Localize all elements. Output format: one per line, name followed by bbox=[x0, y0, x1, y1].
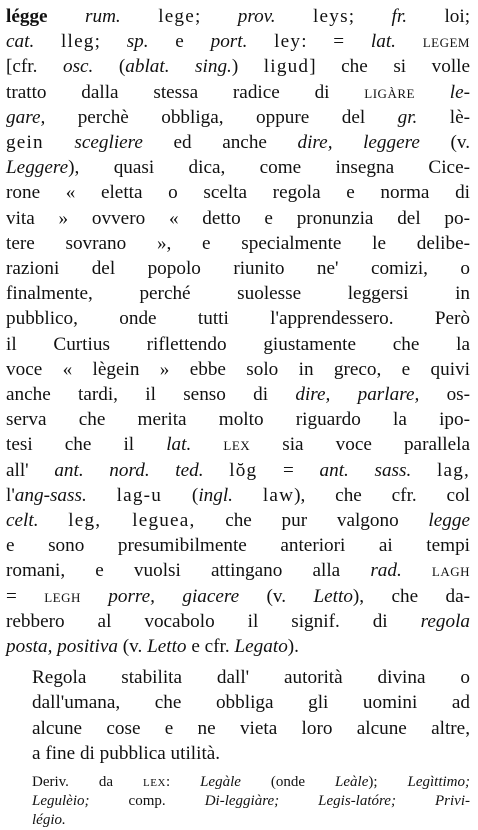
text-run: ), che cfr. col bbox=[294, 484, 470, 506]
text-run: loi; bbox=[407, 6, 471, 27]
text-run bbox=[396, 31, 423, 52]
text-run: alcune cose e ne vieta loro alcune altre, bbox=[32, 717, 470, 739]
text-run: all' bbox=[6, 459, 55, 481]
text-run: che pur valgono bbox=[195, 510, 429, 532]
text-run: lleg bbox=[61, 31, 95, 53]
etymology-line bbox=[6, 634, 470, 659]
etymology-line bbox=[6, 155, 470, 180]
text-run: Leggere bbox=[6, 157, 69, 179]
text-run: serva che merita molto riguardo la ipo- bbox=[6, 409, 470, 431]
text-run: fr. bbox=[391, 6, 407, 27]
text-run: = bbox=[257, 459, 320, 481]
text-run: celt. bbox=[6, 510, 39, 532]
text-run: ligud bbox=[263, 56, 310, 78]
text-run bbox=[204, 460, 230, 481]
text-run bbox=[191, 434, 223, 455]
text-run: ley bbox=[274, 31, 302, 53]
text-run: il Curtius riflettendo giustamente che la bbox=[6, 333, 470, 355]
text-run: leys bbox=[313, 6, 349, 27]
text-run bbox=[415, 82, 450, 103]
text-run: porre, giacere bbox=[108, 585, 240, 607]
text-run: ed anche bbox=[142, 132, 298, 154]
text-run: Legulèio; bbox=[32, 793, 90, 810]
text-run: lag-u bbox=[116, 484, 163, 506]
text-run: law bbox=[262, 484, 295, 506]
text-run: osc. bbox=[62, 56, 94, 78]
text-run: (v. bbox=[117, 636, 148, 658]
definition-line bbox=[6, 716, 470, 741]
text-run: finalmente, perché suolesse leggersi in bbox=[6, 283, 470, 305]
text-run: legh bbox=[44, 585, 81, 607]
text-run: voce « lègein » ebbe solo in greco, e quivi bbox=[6, 358, 470, 380]
derivatives-line bbox=[6, 773, 470, 792]
text-run: ant. sass. bbox=[319, 459, 412, 481]
text-run: lagh bbox=[431, 560, 471, 582]
text-run bbox=[81, 586, 108, 607]
text-run: Leàle bbox=[335, 774, 369, 791]
text-run: ) bbox=[231, 56, 264, 78]
text-run: Legato bbox=[234, 636, 288, 658]
text-run: regola bbox=[420, 610, 470, 632]
text-run: lŏg bbox=[229, 459, 258, 481]
text-run: ), quasi dica, come insegna Cice- bbox=[68, 157, 470, 179]
text-run: rebbero al vocabolo il signif. di bbox=[6, 610, 421, 632]
text-run: Legìttimo; bbox=[407, 774, 470, 791]
text-run: ( bbox=[162, 484, 199, 506]
etymology-line bbox=[6, 306, 470, 331]
text-run: lat. bbox=[370, 31, 396, 53]
text-run: razioni del popolo riunito ne' comizi, o bbox=[6, 258, 470, 280]
text-run: lè- bbox=[417, 106, 470, 128]
text-run: prov. bbox=[237, 6, 276, 27]
text-run: legem bbox=[422, 31, 470, 53]
etymology-line bbox=[6, 180, 470, 205]
text-run: lex bbox=[143, 774, 166, 791]
text-run: a fine di pubblica utilità. bbox=[32, 742, 221, 764]
text-run: sia voce parallela bbox=[250, 434, 471, 456]
text-run: Deriv. da bbox=[32, 774, 144, 791]
text-run: gein bbox=[6, 132, 44, 154]
text-run: dire, bbox=[297, 132, 333, 154]
text-run: e bbox=[148, 31, 211, 53]
text-run bbox=[121, 6, 158, 27]
text-run: tratto dalla stessa radice di bbox=[6, 81, 365, 103]
text-run: anche tardi, il senso di bbox=[6, 384, 296, 406]
text-run: ; bbox=[348, 6, 392, 27]
etymology-line bbox=[6, 458, 470, 483]
text-run: dire, parlare, bbox=[295, 384, 420, 406]
derivatives-paragraph bbox=[6, 773, 470, 830]
text-run: tesi che il bbox=[6, 434, 167, 456]
text-run: e sono presumibilmente anteriori ai tempi bbox=[6, 535, 470, 557]
etymology-line bbox=[6, 54, 470, 79]
text-run bbox=[39, 510, 69, 531]
text-run: ingl. bbox=[198, 484, 233, 506]
text-run: Di-leggiàre; Legis-latóre; Privi- bbox=[204, 793, 470, 810]
text-run bbox=[87, 485, 117, 506]
text-run: ant. nord. ted. bbox=[54, 459, 204, 481]
text-run: scegliere bbox=[74, 132, 143, 154]
etymology-line bbox=[6, 105, 470, 130]
text-run: perchè obbliga, oppure del bbox=[45, 106, 398, 128]
text-run: l' bbox=[6, 484, 15, 506]
text-run: : bbox=[165, 774, 201, 791]
etymology-line bbox=[6, 382, 470, 407]
etymology-line bbox=[6, 508, 470, 533]
text-run: ang-sass. bbox=[14, 484, 87, 506]
text-run: gare, bbox=[6, 106, 46, 128]
text-run: ligàre bbox=[364, 81, 415, 103]
text-run: ; bbox=[194, 6, 238, 27]
text-run: tere sovrano », e specialmente le delibe- bbox=[6, 232, 470, 254]
etymology-line bbox=[6, 609, 470, 634]
text-run: ( bbox=[93, 56, 126, 78]
text-run: lat. bbox=[166, 434, 192, 456]
text-run: leg, leguea, bbox=[68, 510, 196, 532]
text-run: lex bbox=[223, 434, 251, 456]
etymology-line bbox=[6, 332, 470, 357]
derivatives-line bbox=[6, 792, 470, 811]
text-run: pubblico, onde tutti l'apprendessero. Però bbox=[6, 308, 470, 330]
text-run: legge bbox=[428, 510, 470, 532]
text-run: rad. bbox=[370, 560, 402, 582]
etymology-line bbox=[6, 584, 470, 609]
text-run: Regola stabilita dall' autorità divina o bbox=[32, 667, 470, 689]
text-run bbox=[48, 6, 85, 27]
text-run: comp. bbox=[89, 793, 205, 810]
text-run: rone « eletta o scelta regola e norma di bbox=[6, 182, 470, 204]
text-run: cat. bbox=[6, 31, 35, 53]
etymology-line bbox=[6, 29, 470, 54]
text-run: Letto bbox=[313, 585, 353, 607]
text-run bbox=[411, 460, 437, 481]
derivatives-line bbox=[6, 811, 470, 830]
text-run: dall'umana, che obbliga gli uomini ad bbox=[32, 692, 470, 714]
text-run: ; bbox=[94, 31, 127, 53]
definition-paragraph bbox=[6, 665, 470, 766]
text-run bbox=[402, 560, 432, 581]
etymology-line bbox=[6, 206, 470, 231]
text-run: romani, e vuolsi attingano alla bbox=[6, 560, 371, 582]
text-run: os- bbox=[419, 384, 471, 406]
text-run: Legàle bbox=[200, 774, 241, 791]
headword: légge bbox=[6, 6, 48, 27]
text-run: e cfr. bbox=[186, 636, 235, 658]
text-run: leggere bbox=[363, 132, 420, 154]
etymology-line bbox=[6, 231, 470, 256]
text-run: : = bbox=[301, 31, 371, 53]
etymology-line bbox=[6, 357, 470, 382]
text-run: = bbox=[6, 585, 45, 607]
text-run: (v. bbox=[239, 585, 314, 607]
definition-line bbox=[6, 741, 470, 766]
etymology-line bbox=[6, 432, 470, 457]
text-run: (onde bbox=[240, 774, 336, 791]
definition-line bbox=[6, 690, 470, 715]
text-run: ). bbox=[287, 636, 299, 658]
text-run: ablat. sing. bbox=[125, 56, 232, 78]
text-run: Letto bbox=[147, 636, 187, 658]
text-run: vita » ovvero « detto e pronunzia del po- bbox=[6, 207, 470, 229]
text-run: ), che da- bbox=[352, 585, 470, 607]
text-run: (v. bbox=[419, 132, 470, 154]
text-run bbox=[247, 31, 274, 52]
text-run: [cfr. bbox=[6, 56, 63, 78]
text-run: le- bbox=[449, 81, 470, 103]
etymology-line bbox=[6, 80, 470, 105]
etymology-line bbox=[6, 533, 470, 558]
text-run: légio. bbox=[32, 812, 66, 829]
text-run: gr. bbox=[397, 106, 418, 128]
text-run: ] che si volle bbox=[309, 56, 471, 78]
text-run bbox=[34, 31, 61, 52]
text-run: rum. bbox=[85, 6, 121, 27]
text-run: posta, positiva bbox=[6, 636, 118, 658]
etymology-line bbox=[6, 407, 470, 432]
text-run bbox=[233, 485, 263, 506]
etymology-line bbox=[6, 281, 470, 306]
definition-line bbox=[6, 665, 470, 690]
etymology-line bbox=[6, 483, 470, 508]
etymology-line bbox=[6, 4, 470, 29]
etymology-line bbox=[6, 256, 470, 281]
etymology-line bbox=[6, 558, 470, 583]
etymology-line bbox=[6, 130, 470, 155]
text-run bbox=[333, 132, 364, 153]
text-run: port. bbox=[210, 31, 248, 53]
etymology-paragraph bbox=[6, 4, 470, 659]
text-run bbox=[44, 132, 75, 153]
text-run: sp. bbox=[126, 31, 149, 53]
text-run: ); bbox=[368, 774, 408, 791]
text-run bbox=[276, 6, 313, 27]
text-run: lag, bbox=[436, 459, 471, 481]
text-run: lege bbox=[158, 6, 195, 27]
